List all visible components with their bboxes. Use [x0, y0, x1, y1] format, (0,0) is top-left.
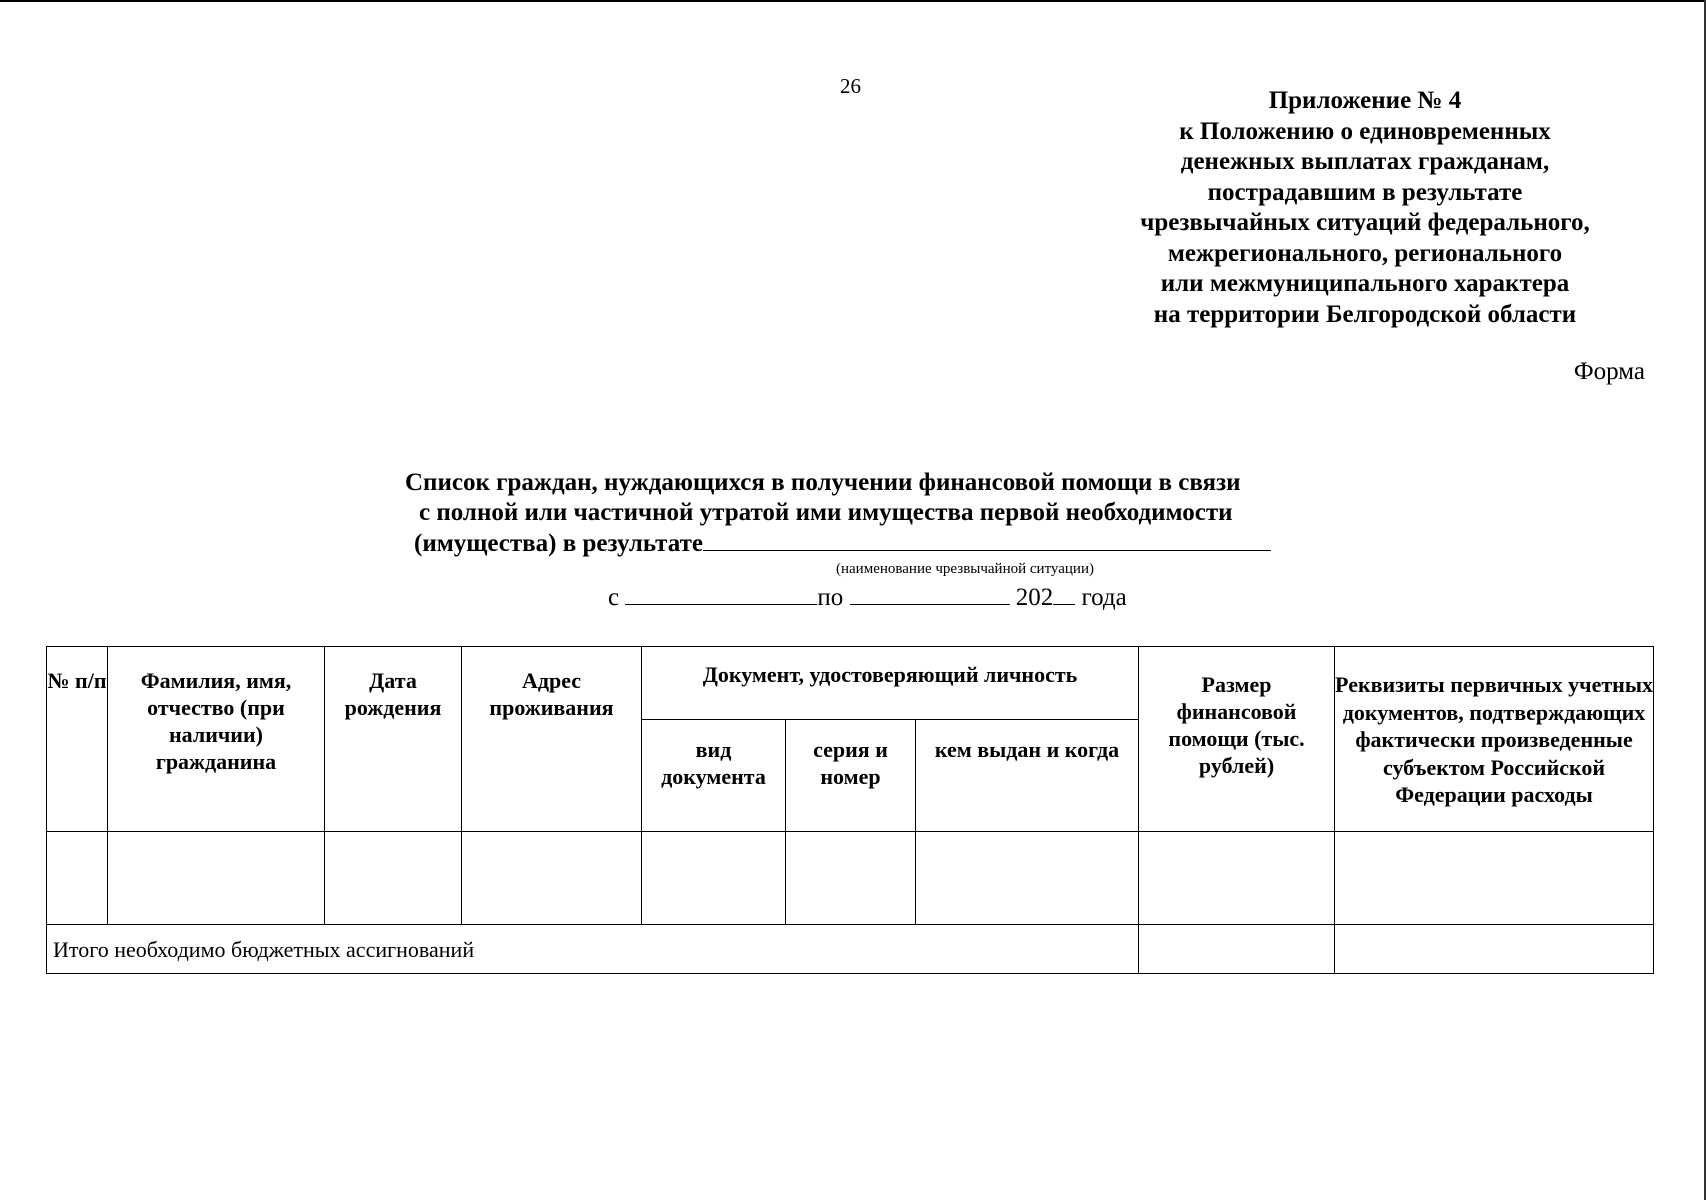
header-series-number: серия и номер: [786, 720, 916, 832]
total-label: Итого необходимо бюджетных ассигнований: [47, 925, 1139, 974]
appendix-line: чрезвычайных ситуаций федерального,: [1140, 209, 1590, 236]
appendix-line: к Положению о единовременных: [1179, 117, 1551, 145]
header-full-name: Фамилия, имя, отчество (при наличии) гражданина: [108, 647, 325, 832]
appendix-line: на территории Белгородской области: [1153, 300, 1577, 328]
header-number: № п/п: [47, 647, 108, 832]
total-amount-cell[interactable]: [1139, 925, 1335, 974]
cell-series-number[interactable]: [786, 832, 916, 925]
date-to-blank[interactable]: [850, 582, 1010, 605]
title-line: с полной или частичной утратой ими имущества первой необходимости: [419, 499, 1233, 526]
cell-requisites[interactable]: [1335, 832, 1654, 925]
appendix-line: межрегионального, регионального: [1167, 239, 1563, 267]
header-requisites: Реквизиты первичных учетных документов, подтверждающих фактически произведенные субъектом Российской Федерации расходы: [1335, 647, 1654, 832]
appendix-header: [1100, 86, 1630, 330]
title-line-with-blank: [414, 528, 1271, 559]
appendix-line: Приложение № 4: [1268, 87, 1462, 114]
cell-number[interactable]: [47, 832, 108, 925]
title-line: Список граждан, нуждающихся в получении финансовой помощи в связи: [405, 469, 1241, 496]
year-prefix: 202: [1015, 584, 1054, 611]
table-row: [47, 832, 1654, 925]
cell-issued-by[interactable]: [916, 832, 1139, 925]
header-identity-document: Документ, удостоверяющий личность: [642, 647, 1139, 720]
year-blank[interactable]: [1053, 582, 1075, 605]
cell-full-name[interactable]: [108, 832, 325, 925]
appendix-line: или межмуниципального характера: [1160, 270, 1570, 297]
year-suffix: года: [1081, 584, 1127, 611]
header-birth-date: Дата рождения: [325, 647, 462, 832]
appendix-line: денежных выплатах гражданам,: [1180, 148, 1550, 175]
header-document-type: вид документа: [642, 720, 786, 832]
emergency-name-blank[interactable]: [703, 528, 1271, 551]
title-line: (имущества) в результате: [414, 530, 703, 557]
header-aid-amount: Размер финансовой помощи (тыс. рублей): [1139, 647, 1335, 832]
page-number: 26: [840, 74, 861, 98]
cell-aid-amount[interactable]: [1139, 832, 1335, 925]
total-row: [47, 925, 1654, 974]
scan-top-edge: [0, 0, 1706, 2]
cell-document-type[interactable]: [642, 832, 786, 925]
appendix-line: пострадавшим в результате: [1207, 178, 1523, 206]
form-label: Форма: [1573, 358, 1645, 385]
period-line: [608, 582, 1127, 612]
period-to-label: по: [817, 584, 844, 611]
header-address: Адрес проживания: [462, 647, 642, 832]
citizens-table: [46, 646, 1654, 974]
emergency-name-hint: (наименование чрезвычайной ситуации): [836, 561, 1094, 577]
header-issued-by: кем выдан и когда: [916, 720, 1139, 832]
cell-address[interactable]: [462, 832, 642, 925]
period-from-label: с: [608, 584, 620, 611]
cell-birth-date[interactable]: [325, 832, 462, 925]
date-from-blank[interactable]: [625, 582, 817, 605]
total-requisites-cell[interactable]: [1335, 925, 1654, 974]
